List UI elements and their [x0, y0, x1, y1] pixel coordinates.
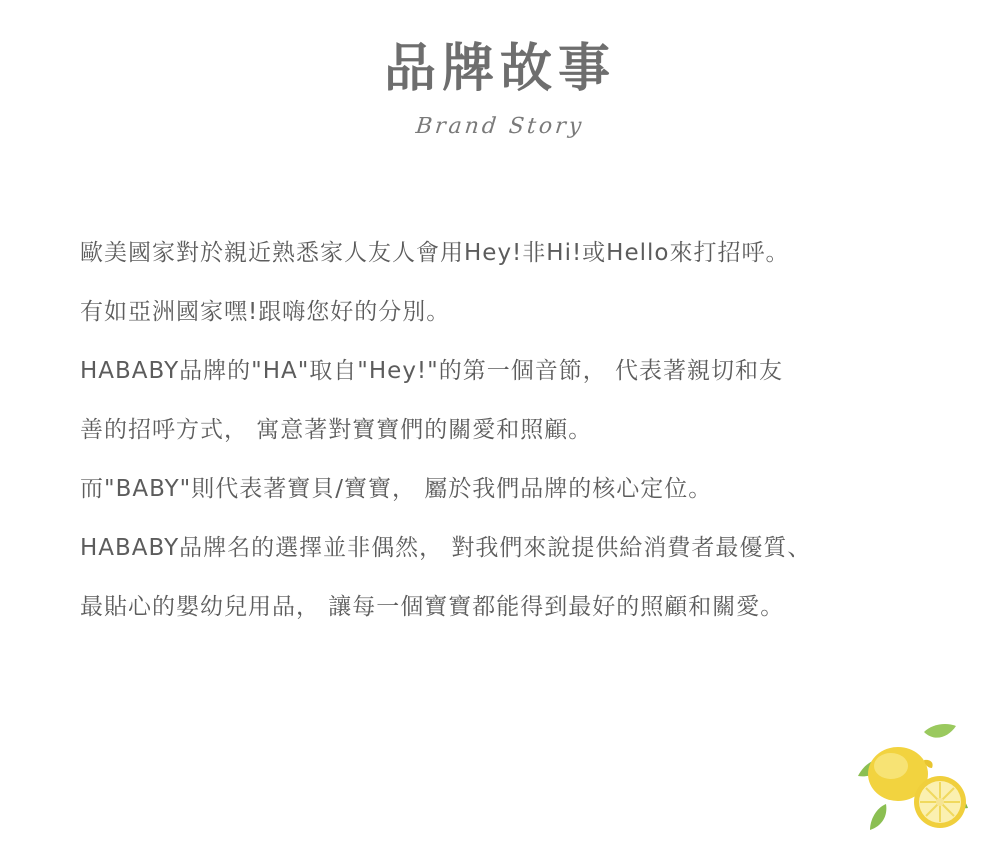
lemon-icon [828, 716, 978, 836]
paragraph-line: 歐美國家對於親近熟悉家人友人會用Hey!非Hi!或Hello來打招呼。 [80, 240, 790, 266]
paragraph-line: HABABY品牌的"HA"取自"Hey!"的第一個音節， 代表著親切和友 [80, 358, 784, 385]
paragraph-line: 善的招呼方式， 寓意著對寶寶們的關愛和照顧。 [80, 417, 593, 444]
paragraph-line: 最貼心的嬰幼兒用品， 讓每一個寶寶都能得到最好的照顧和關愛。 [80, 594, 785, 621]
page-title: 品牌故事 [383, 39, 616, 99]
paragraph-line: 有如亞洲國家嘿!跟嗨您好的分別。 [80, 299, 451, 326]
page-subtitle: Brand Story [414, 114, 586, 140]
paragraph-line: 而"BABY"則代表著寶貝/寶寶， 屬於我們品牌的核心定位。 [80, 476, 713, 503]
brand-story-text [80, 238, 920, 623]
page-header [0, 0, 1000, 139]
paragraph-line: HABABY品牌名的選擇並非偶然， 對我們來說提供給消費者最優質、 [80, 535, 812, 562]
